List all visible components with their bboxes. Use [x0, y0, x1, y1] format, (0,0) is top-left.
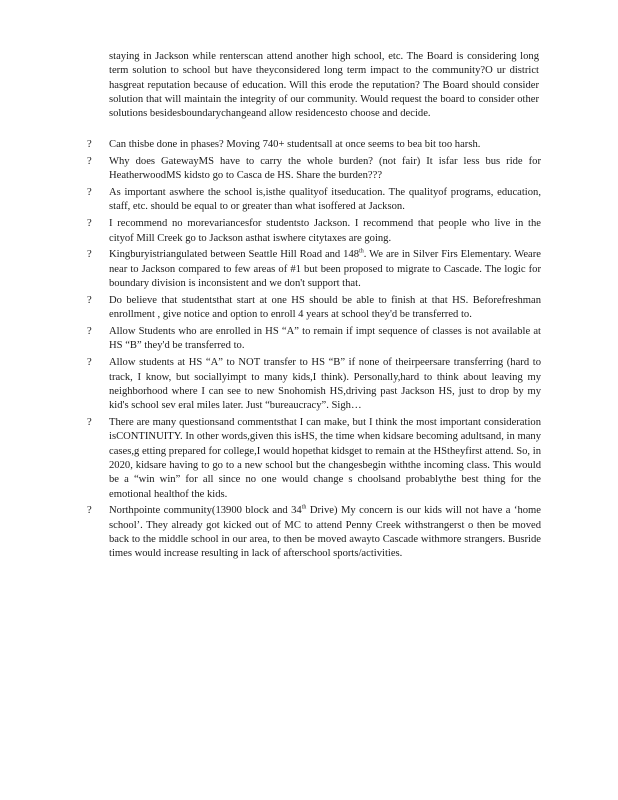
comment-item [87, 155, 541, 184]
bullet-marker: ? [87, 505, 92, 517]
bullet-marker: ? [87, 249, 92, 261]
ordinal-superscript: th [359, 248, 364, 255]
comment-item [87, 294, 541, 323]
comment-list [87, 138, 541, 564]
comment-item [87, 138, 541, 152]
comment-text-continued: . We are in Silver Firs Elementary. Weare near to Jackson compared to few areas of #1 but been proposed to migrate to Cascade. The logic for boundary division is inconsistent and we don't support that. [109, 249, 541, 290]
comment-text-continued: Drive) My concern is our kids will not have a ‘home school’. They already got kicked out of MC to attend Penny Creek withstrangerst o then be moved back to the middle school in our area, to then be moved awayto Cascade withmore strangers. Busride times would increase resulting in lack of afterschool sports/activities. [109, 505, 541, 560]
bullet-marker: ? [87, 326, 92, 338]
bullet-marker: ? [87, 294, 92, 306]
ordinal-superscript: th [301, 504, 307, 511]
bullet-marker: ? [87, 155, 92, 167]
continued-paragraph: staying in Jackson while renterscan attend another high school, etc. The Board is considering long term solution to school but have theyconsidered long term impact to the community?O ur district hasgreat reputation because of education. Will this erode the reputation? The Board should consider solution that will maintain the integrity of our community. Would request the board to consider other solutions besidesboundarychangeand allow residencesto choose and decide. [109, 51, 539, 120]
comment-text: I recommend no morevariancesfor studentsto Jackson. I recommend that people who live in the cityof Mill Creek go to Jackson asthat iswhere citytaxes are going. [109, 218, 541, 244]
comment-text: There are many questionsand commentsthat I can make, but I think the most important consideration isCONTINUITY. In other words,given this isHS, the time when kidsare becoming adultsand, in many cases,g etting prepared for college,I would hopethat kidsget to remain at the HStheyfirst attend. So, in 2020, kidsare having to go to a new school but the changesbegin withthe incoming class. This would be a “win win” for all since no one would change s choolsand probablythe best thing for the emotional healthof the kids. [109, 417, 541, 500]
comment-item [87, 504, 541, 561]
comment-item [87, 356, 541, 413]
comment-text: As important aswhere the school is,isthe qualityof itseducation. The qualityof programs, education, staff, etc. should be equal to or greater than what isoffered at Jackson. [109, 187, 541, 213]
comment-item [87, 325, 541, 354]
comment-text: Do believe that studentsthat start at one HS should be able to finish at that HS. Beforefreshman enrollment , give notice and option to enroll 4 years at school they'd be transferred to. [109, 294, 541, 321]
comment-text: Northpointe community(13900 block and 34 [109, 505, 302, 517]
bullet-marker: ? [87, 218, 92, 230]
comment-item [87, 248, 541, 291]
comment-item [87, 416, 541, 502]
comment-text: Allow Students who are enrolled in HS “A” to remain if impt sequence of classes is not available at HS “B” they'd be transferred to. [109, 326, 541, 352]
comment-text: Kingburyistriangulated between Seattle Hill Road and 148 [109, 249, 360, 261]
comment-item [87, 217, 541, 246]
bullet-marker: ? [87, 357, 92, 369]
comment-text: Why does GatewayMS have to carry the whole burden? (not fair) It isfar less bus ride for HeatherwoodMS kidsto go to Casca de HS. Share the burden??? [109, 155, 541, 182]
comment-text: Can thisbe done in phases? Moving 740+ studentsall at once seems to bea bit too harsh. [109, 139, 481, 150]
bullet-marker: ? [87, 187, 92, 199]
bullet-marker: ? [87, 417, 92, 429]
comment-text: Allow students at HS “A” to NOT transfer to HS “B” if none of theirpeersare transferring (hard to track, I know, but sociallyimpt to many kids,I think). Personally,hard to think about leaving my neighborhood where I can see to new Snohomish HS,driving past Jackson HS, just to drop by my kid's school sev eral miles later. Just “bureaucracy”. Sigh… [109, 357, 541, 412]
bullet-marker: ? [87, 139, 92, 150]
comment-item [87, 186, 541, 215]
